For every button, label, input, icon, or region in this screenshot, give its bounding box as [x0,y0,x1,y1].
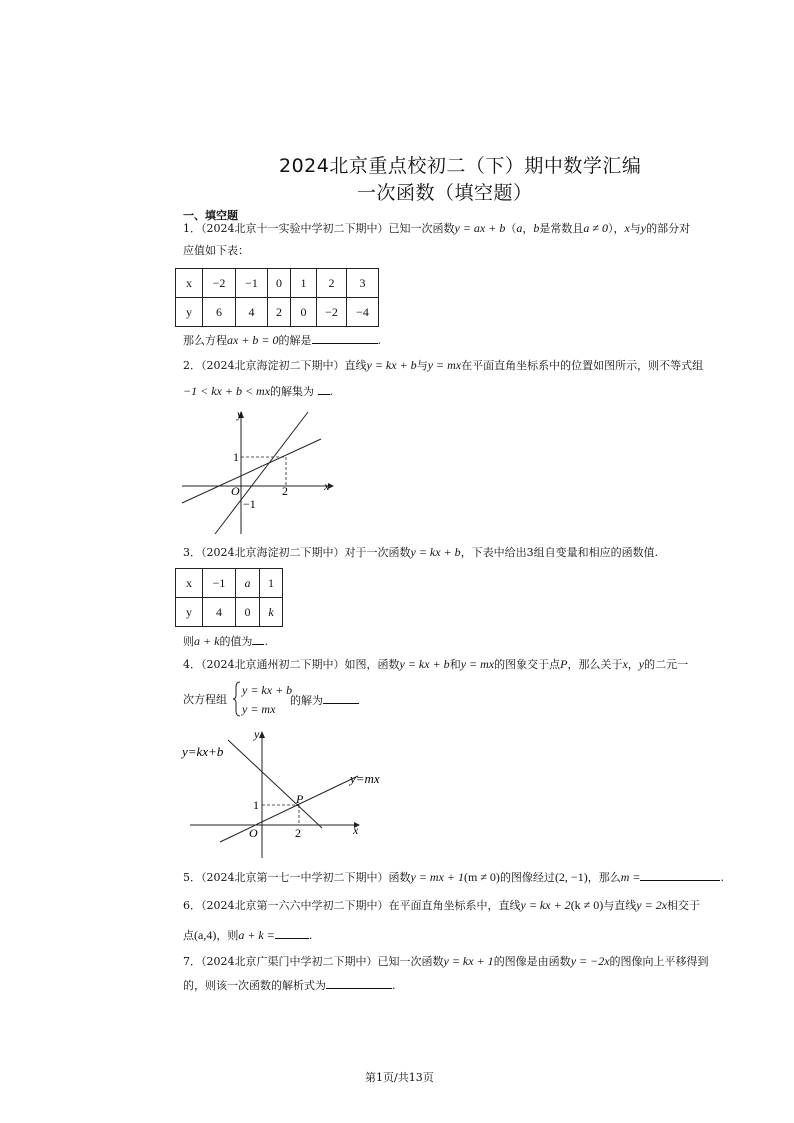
y-axis-arrow [259,731,265,738]
line-mx [220,776,358,842]
question-1-line3: 那么方程ax + b = 0的解是 . [183,333,382,347]
table-cell: 4 [203,598,236,627]
table-cell: −2 [203,269,236,298]
table-cell: y [176,298,203,327]
table-row-y [176,298,379,327]
point-p-label: P [296,792,304,806]
table-cell: 0 [236,598,260,627]
table-cell: 0 [268,269,291,298]
y-axis-label: y [254,727,260,741]
tick-label-y-neg: −1 [243,497,256,511]
q3-value-table [175,568,283,627]
table-cell: 1 [260,569,283,598]
tick-label-y: 1 [233,450,239,464]
line-mx [215,412,308,534]
tick-label-x: 2 [282,484,288,498]
system-brace [233,681,241,717]
answer-blank[interactable] [323,693,359,704]
page-title: 2024北京重点校初二（下）期中数学汇编 [279,155,642,177]
answer-blank[interactable] [252,634,264,645]
answer-blank[interactable] [312,333,378,344]
x-axis-label: x [324,479,330,493]
section-heading: 一、填空题 [183,209,238,222]
question-4-line1: 4．（2024北京通州初二下期中）如图，函数y = kx + b和y = mx的图象交于点P，那么关于x，y的二元一 [183,657,689,671]
question-3-line2: 则a + k的值为 . [183,634,268,648]
table-cell: 1 [291,269,317,298]
table-cell: 2 [268,298,291,327]
question-6-line2: 点(a,4)，则a + k = . [183,928,313,942]
x-axis-label: x [353,823,359,837]
question-6-line1: 6．（2024北京第一六六中学初二下期中）在平面直角坐标系中，直线y = kx + 2(k ≠ 0)与直线y = 2x相交于 [183,898,701,912]
question-1-line1: 1．（2024北京十一实验中学初二下期中）已知一次函数y = ax + b（a，b是常数且a ≠ 0），x与y的部分对 [183,221,691,235]
page-subtitle: 一次函数（填空题） [357,182,533,204]
page-footer: 第1页/共13页 [365,1071,434,1084]
answer-blank[interactable] [318,384,330,395]
table-cell: x [176,569,203,598]
table-row-x [176,569,283,598]
q2-graph [178,404,338,539]
table-cell: −1 [203,569,236,598]
question-4-line2: 次方程组 [183,693,227,706]
question-3-line1: 3．（2024北京海淀初二下期中）对于一次函数y = kx + b，下表中给出3组自变量和相应的函数值. [183,545,659,559]
table-row-x [176,269,379,298]
question-7-line2: 的，则该一次函数的解析式为 . [183,979,396,992]
question-2-line2: −1 < kx + b < mx的解集为 . [183,384,334,398]
table-cell: x [176,269,203,298]
table-cell: a [236,569,260,598]
origin-label: O [249,826,258,840]
table-cell: 4 [236,298,268,327]
origin-label: O [231,484,240,498]
table-row-y [176,598,283,627]
table-cell: 2 [317,269,347,298]
answer-blank[interactable] [640,870,720,881]
line-kx-plus-b [228,740,322,828]
answer-blank[interactable] [326,978,392,989]
table-cell: y [176,598,203,627]
q1-value-table [175,268,379,327]
line-kx-plus-b [182,439,321,503]
table-cell: k [260,598,283,627]
answer-blank[interactable] [275,928,309,939]
question-1-line2: 应值如下表： [183,244,249,257]
line-label-mx: y=mx [350,771,380,786]
q4-graph [180,727,380,860]
table-cell: −4 [347,298,379,327]
system-equation-1: y = kx + b [242,683,293,697]
question-7-line1: 7．（2024北京广渠门中学初二下期中）已知一次函数y = kx + 1的图像是由函数y = −2x的图像向上平移得到 [183,954,709,968]
y-axis-label: y [237,407,243,421]
tick-label-x: 2 [295,826,301,840]
question-4-answer: 的解为 [290,693,359,708]
table-cell: 6 [203,298,236,327]
question-2-line1: 2．（2024北京海淀初二下期中）直线y = kx + b与y = mx在平面直角坐标系中的位置如图所示，则不等式组 [183,358,704,372]
system-equation-2: y = mx [242,702,276,716]
table-cell: 0 [291,298,317,327]
table-cell: 3 [347,269,379,298]
question-5: 5．（2024北京第一七一中学初二下期中）函数y = mx + 1(m ≠ 0)的图像经过(2, −1)，那么m = . [183,870,724,884]
table-cell: −2 [317,298,347,327]
line-label-kx-plus-b: y=kx+b [182,744,224,759]
tick-label-y: 1 [253,798,259,812]
table-cell: −1 [236,269,268,298]
